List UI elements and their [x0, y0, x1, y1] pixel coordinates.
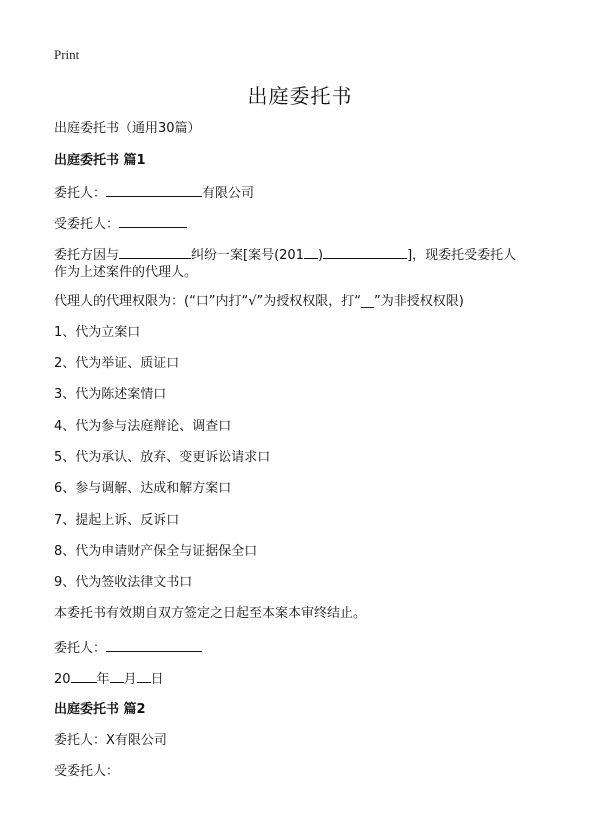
section1-heading: 出庭委托书 篇1 [54, 153, 146, 168]
agent-line [54, 214, 187, 233]
case-text-1: 委托方因与 [54, 248, 120, 263]
case-text-3: ) [317, 248, 324, 263]
case-text-2: 纠纷一案[案号(201 [191, 248, 304, 263]
authority-intro: 代理人的代理权限为：(“口”内打“√”为授权权限，打“__”为非授权权限) [54, 294, 464, 309]
case-text-4: ]，现委托受委托人 [407, 248, 517, 263]
month-blank [110, 669, 124, 683]
client-suffix: 有限公司 [202, 186, 255, 201]
authority-item: 1、代为立案口 [54, 325, 141, 340]
document-subtitle: 出庭委托书（通用30篇） [54, 121, 201, 136]
document-title: 出庭委托书 [247, 84, 353, 108]
case-number-blank [323, 245, 407, 259]
agent-label: 受委托人： [54, 217, 120, 232]
agent-name-blank [119, 214, 187, 228]
authority-item: 9、代为签收法律文书口 [54, 575, 193, 590]
authority-item: 3、代为陈述案情口 [54, 387, 167, 402]
date-line [54, 669, 164, 688]
validity-statement: 本委托书有效期自双方签定之日起至本案本审终结止。 [54, 606, 367, 621]
section2-heading: 出庭委托书 篇2 [54, 702, 146, 717]
date-day-label: 日 [150, 672, 164, 687]
client-line [54, 183, 254, 202]
authority-item: 7、提起上诉、反诉口 [54, 513, 180, 528]
client-name-blank [106, 183, 202, 197]
case-line-2: 作为上述案件的代理人。 [54, 265, 198, 280]
print-link[interactable]: Print [54, 47, 80, 62]
authority-item: 5、代为承认、放弃、变更诉讼请求口 [54, 450, 271, 465]
authority-item: 2、代为举证、质证口 [54, 356, 180, 371]
authority-item: 8、代为申请财产保全与证据保全口 [54, 544, 258, 559]
case-paragraph [54, 245, 554, 281]
day-blank [137, 669, 151, 683]
client-label: 委托人： [54, 186, 107, 201]
signature-label: 委托人： [54, 641, 107, 656]
signature-line [54, 638, 202, 657]
date-month-label: 月 [123, 672, 137, 687]
case-line-1 [54, 245, 554, 264]
date-year-label: 年 [96, 672, 110, 687]
case-year-blank [304, 245, 318, 259]
authority-item: 4、代为参与法庭辩论、调查口 [54, 419, 232, 434]
section2-agent-line: 受委托人： [54, 764, 120, 779]
section2-client-line: 委托人：X有限公司 [54, 733, 167, 748]
signature-blank [106, 638, 202, 652]
opponent-blank [119, 245, 191, 259]
authority-item: 6、参与调解、达成和解方案口 [54, 481, 232, 496]
year-blank [71, 669, 97, 683]
date-prefix: 20 [54, 672, 71, 687]
